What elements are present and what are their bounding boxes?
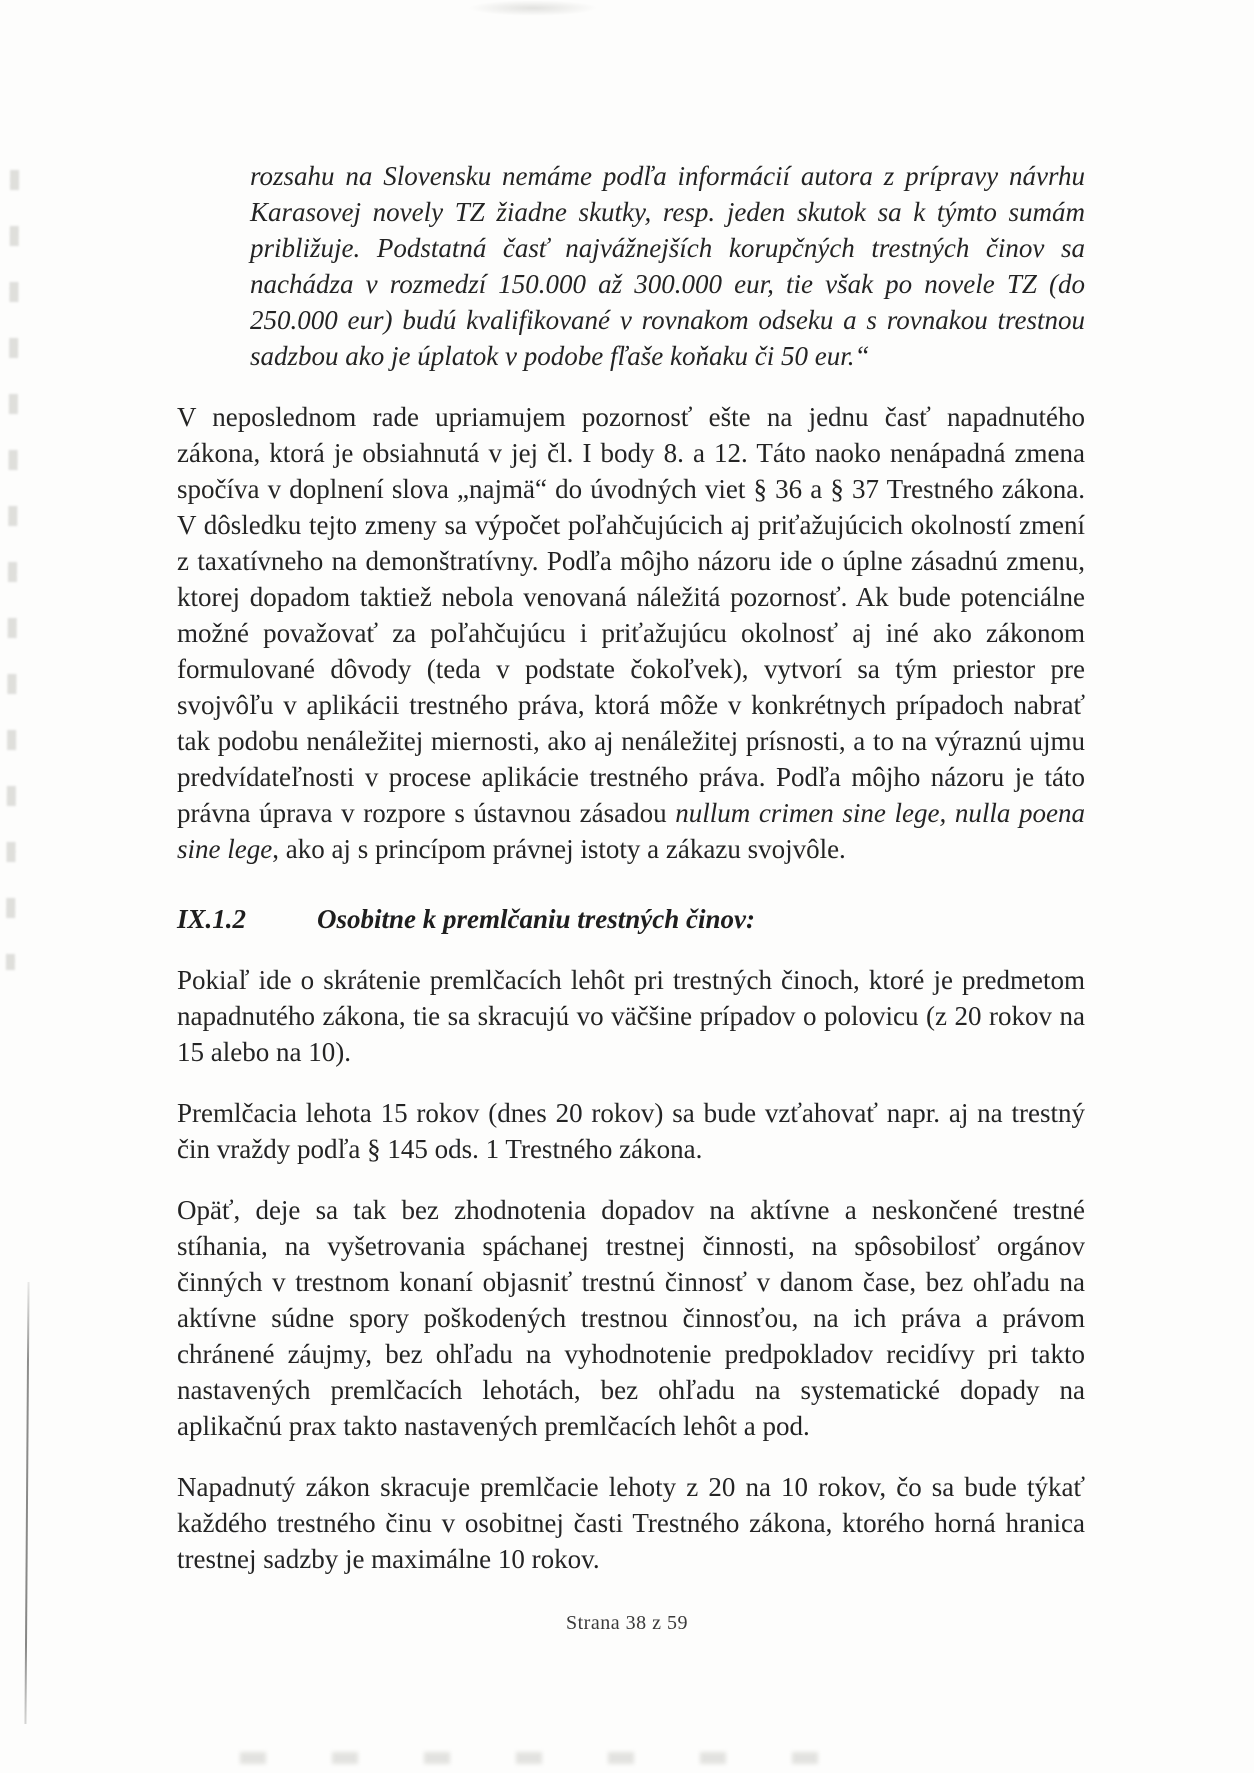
paragraph: Pokiaľ ide o skrátenie premlčacích lehôt pri trestných činoch, ktoré je predmetom napadnutého zákona, tie sa skracujú vo väčšine prípadov o polovicu (z 20 rokov na 15 alebo na 10). <box>177 965 1085 1067</box>
page-footer: Strana 38 z 59 <box>566 1612 688 1634</box>
paragraph-text: V neposlednom rade upriamujem pozornosť ešte na jednu časť napadnutého zákona, ktorá je obsiahnutá v jej čl. I body 8. a 12. Táto naoko nenápadná zmena spočíva v doplnení slova „najmä“ do úvodných viet § 36 a § 37 Trestného zákona. V dôsledku tejto zmeny sa výpočet poľahčujúcich aj priťažujúcich okolností zmení z taxatívneho na demonštratívny. Podľa môjho názoru ide o úplne zásadnú zmenu, ktorej dopadom taktiež nebola venovaná náležitá pozornosť. Ak bude potenciálne možné považovať za poľahčujúcu i priťažujúcu okolnosť aj iné ako zákonom formulované dôvody (teda v podstate čokoľvek), vytvorí sa tým priestor pre svojvôľu v aplikácii trestného práva, ktorá môže v konkrétnych prípadoch nabrať tak podobu nenáležitej miernosti, ako aj nenáležitej prísnosti, a to na výraznú ujmu predvídateľnosti v procese aplikácie trestného práva. Podľa môjho názoru je táto právna úprava v rozpore s ústavnou zásadou <box>177 402 1085 828</box>
section-title: Osobitne k premlčaniu trestných činov: <box>317 904 755 934</box>
paragraph-text: , ako aj s princípom právnej istoty a zákazu svojvôle. <box>272 834 846 864</box>
paragraph: Premlčacia lehota 15 rokov (dnes 20 rokov) sa bude vzťahovať napr. aj na trestný čin vraždy podľa § 145 ods. 1 Trestného zákona. <box>177 1098 1085 1164</box>
paragraph-main <box>177 399 1085 867</box>
section-heading <box>177 901 1085 937</box>
scan-artifact-top-smudge <box>468 0 598 16</box>
block-quote: rozsahu na Slovensku nemáme podľa informácií autora z prípravy návrhu Karasovej novely TZ žiadne skutky, resp. jeden skutok sa k týmto sumám približuje. Podstatná časť najvážnejších korupčných trestných činov sa nachádza v rozmedzí 150.000 až 300.000 eur, tie však po novele TZ (do 250.000 eur) budú kvalifikované v rovnakom odseku a s rovnakou trestnou sadzbou ako je úplatok v podobe fľaše koňaku či 50 eur.“ <box>250 161 1085 371</box>
scan-artifact-left-edge-marks <box>6 170 19 970</box>
latin-maxim-italic: nullum crimen sine lege, nulla poena sine lege <box>177 798 1085 864</box>
paragraph: Napadnutý zákon skracuje premlčacie lehoty z 20 na 10 rokov, čo sa bude týkať každého trestného činu v osobitnej časti Trestného zákona, ktorého horná hranica trestnej sadzby je maximálne 10 rokov. <box>177 1472 1085 1574</box>
section-number: IX.1.2 <box>177 904 247 934</box>
scan-artifact-vertical-line <box>24 1282 29 1724</box>
document-content <box>177 158 1085 1577</box>
paragraph: Opäť, deje sa tak bez zhodnotenia dopadov na aktívne a neskončené trestné stíhania, na vyšetrovania spáchanej trestnej činnosti, na spôsobilosť orgánov činných v trestnom konaní objasniť trestnú činnosť v danom čase, bez ohľadu na aktívne súdne spory poškodených trestnou činnosťou, na ich práva a právom chránené záujmy, bez ohľadu na vyhodnotenie predpokladov recidívy pri takto nastavených premlčacích lehotách, bez ohľadu na systematické dopady na aplikačnú prax takto nastavených premlčacích lehôt a pod. <box>177 1195 1085 1441</box>
scan-artifact-bottom-smudge <box>240 1752 880 1764</box>
